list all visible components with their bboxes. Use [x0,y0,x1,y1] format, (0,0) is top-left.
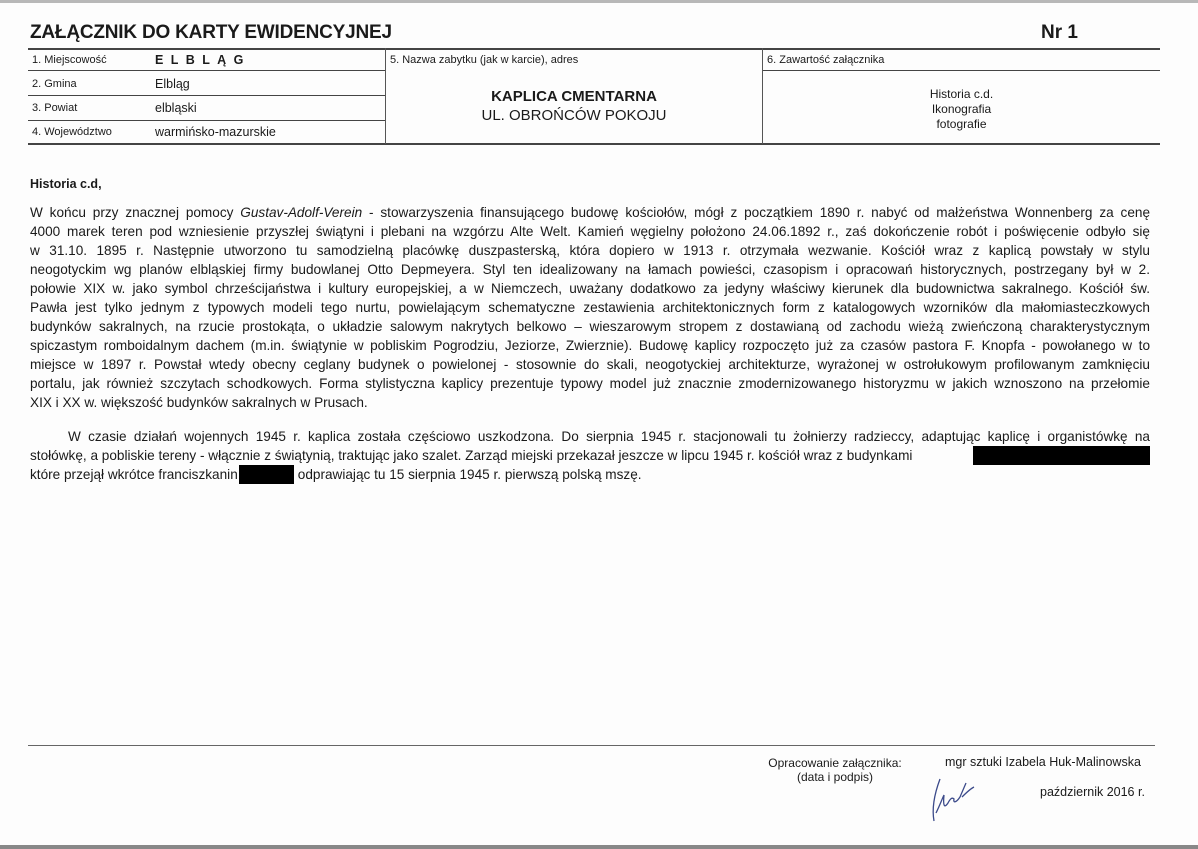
field-value-wojewodztwo: warmińsko-mazurskie [155,125,276,139]
italic-name: Gustav-Adolf-Verein [240,205,363,220]
redaction-box [239,465,294,484]
text-line: połowie XIX w. jako symbol chrześcijaństwa i kultury europejskiej, a w Niemczech, uważany dodatkowo za jedyny właściwy kierunek dla budownictwa sakralnego. Kościół św. [30,281,1150,296]
field-value-miejscowosc: E L B L Ą G [155,53,246,67]
contents-item: fotografie [936,117,987,131]
text-line: 4000 marek teren pod wzniesienie przyszłej świątyni i plebani na wzgórzu Alte Welt. Kamień węgielny położono 24.06.1892 r., zaś dokończenie robót i poświęcenie odbyło się [30,224,1150,239]
field-label-nazwa: 5. Nazwa zabytku (jak w karcie), adres [390,54,579,66]
row-divider [28,70,385,71]
text-line: Pawła jest tylko jednym z typowych modeli tego nurtu, powielającym schematyczne zestawienia architektonicznych form z katalogowych wzorników dla małomiasteczkowych [30,300,1150,315]
field-value-powiat: elbląski [155,101,197,115]
monument-name: KAPLICA CMENTARNA [491,88,657,105]
document-title: ZAŁĄCZNIK DO KARTY EWIDENCYJNEJ [30,22,392,43]
contents-item: Ikonografia [931,102,992,116]
field-label-zawartosc: 6. Zawartość załącznika [767,54,885,66]
prepared-by-label [760,756,910,784]
text-line: XIX i XX w. większość budynków sakralnych w Prusach. [30,395,368,410]
footer-divider [28,745,1155,746]
author-name: mgr sztuki Izabela Huk-Malinowska [945,755,1141,769]
scan-edge [0,845,1198,849]
redaction-box [973,446,1150,465]
contents-list [763,87,1160,132]
text: W końcu przy znacznej pomocy [30,205,241,220]
field-label-gmina: 2. Gmina [32,78,77,90]
text-line [30,465,1150,484]
text-line: portalu, jak również szczytach schodkowych. Forma stylistyczna kaplicy prezentuje typowy model już znacznie zmodernizowanego historyzmu w jakich wznoszono na przełomie [30,376,1150,391]
text-line: neogotyckim wg planów elbląskiej firmy budowlanej Otto Depmeyera. Styl ten idealizowany na łamach powieści, czasopism i opracowań historycznych, postrzegany był w 2. [30,262,1150,277]
field-value-gmina: Elbląg [155,77,190,91]
text: - stowarzyszenia finansującego budowę kościołów, mógł z początkiem 1890 r. nabyć od małżeństwa Wonnenberg za cenę [362,205,1151,220]
text-line: spiczastym romboidalnym dachem (m.in. świątynie w pobliskim Pogrodziu, Jeziorze, Zwierznie). Budowę kaplicy rozpoczęto już za czasów pastora F. Knopfa - powołanego w to [30,338,1150,353]
row-divider [762,70,1160,71]
text-line: budynków sakralnych, na rzucie prostokąta, o układzie salowym nakrytych belkowo – wieszarowym stropem z dostawianą od zachodu wieżą zwieńczoną charakterystycznym [30,319,1150,334]
text-line: W czasie działań wojennych 1945 r. kaplica została częściowo uszkodzona. Do sierpnia 1945 r. stacjonowali tu żołnierzy radzieccy, adaptując kaplicę i organistówkę na [68,429,1150,444]
section-heading: Historia c.d, [30,177,102,191]
label: (data i podpis) [796,770,874,784]
monument-address: UL. OBROŃCÓW POKOJU [481,107,667,124]
row-divider [28,120,385,121]
field-label-wojewodztwo: 4. Województwo [32,126,112,138]
text-line: w 31.10. 1895 r. Następnie utworzono tu samodzielną placówkę duszpasterską, która dopiero w 1913 r. otrzymała wezwanie. Kościół wraz z kaplicą powstały w stylu [30,243,1150,258]
label: Opracowanie załącznika: [768,756,902,770]
text-line: miejsce w 1897 r. Powstał wtedy obecny ceglany budynek o powielonej - stosownie do skali, neogotyckiej architekturze, wyrażonej w ostrołukowym profilowanym zamknięciu [30,357,1150,372]
signature [926,775,986,823]
text: odprawiając tu 15 sierpnia 1945 r. pierwszą polską mszę. [297,467,642,482]
date: październik 2016 r. [1040,785,1145,799]
table-top-border [28,48,1160,50]
attachment-number: Nr 1 [1041,22,1078,43]
text-line [30,203,1150,222]
table-bottom-border [28,143,1160,145]
text-line [30,446,1150,465]
paragraph-1 [30,203,1150,412]
paragraph-2 [30,427,1150,484]
row-divider [28,95,385,96]
field-label-miejscowosc: 1. Miejscowość [32,54,107,66]
scan-edge [0,0,1198,3]
contents-item: Historia c.d. [929,87,994,101]
field-label-powiat: 3. Powiat [32,102,78,114]
text: które przejął wkrótce franciszkanin [30,467,238,482]
text: stołówkę, a pobliskie tereny - włącznie z świątynią, traktując jako szalet. Zarząd miejski przekazał jeszcze w lipcu 1945 r. kościół wraz z budynkami [30,448,913,463]
